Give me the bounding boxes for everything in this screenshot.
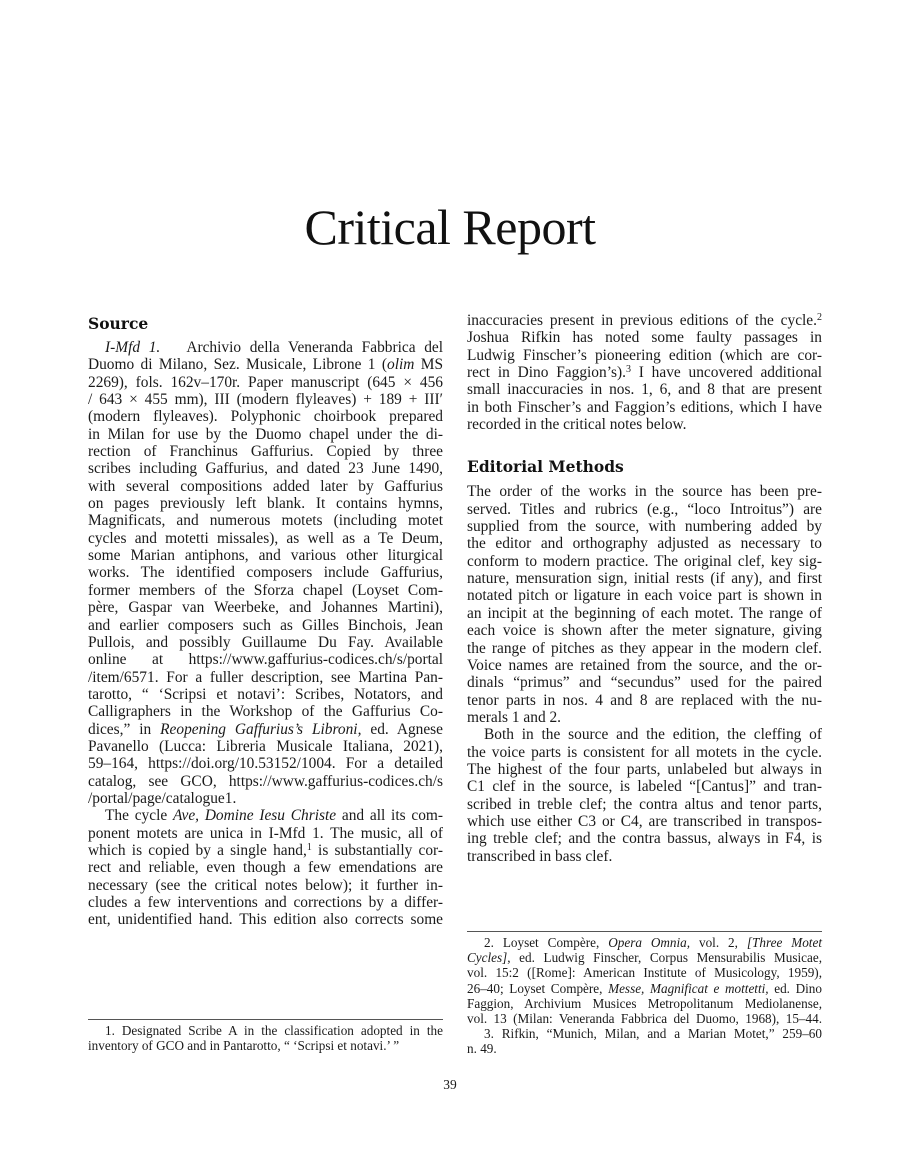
source-continuation xyxy=(467,312,822,433)
olim-italic: olim xyxy=(387,356,415,374)
text-line: works. The identified composers include Gaffurius, xyxy=(88,564,443,582)
italic-title: Cycles] xyxy=(467,950,508,966)
text-line: an incipit at the beginning of each motet. The range of xyxy=(467,604,822,622)
text-line: cludes a few interventions and corrections by a differ- xyxy=(88,894,443,911)
footnote-ref-1[interactable]: 1 xyxy=(306,841,312,853)
page-title: Critical Report xyxy=(304,199,596,255)
text-span: ed. Dino xyxy=(768,980,822,996)
text-span: is substantially cor- xyxy=(311,841,443,859)
footnotes-left xyxy=(88,1023,443,1053)
text-span: , ed. Ludwig Finscher, Corpus Mensurabilis Musicae, xyxy=(507,950,822,966)
text-line xyxy=(88,356,443,373)
text-line: the range of pitches as they appear in the modern clef. xyxy=(467,639,822,657)
text-line: Magnificats, and numerous motets (including motet xyxy=(88,512,443,530)
text-line: small inaccuracies in nos. 1, 6, and 8 that are present xyxy=(467,381,822,399)
text-line: Joshua Rifkin has noted some faulty passages in xyxy=(467,329,822,347)
italic-title: [Three Motet xyxy=(746,935,822,950)
text-span: 26–40; Loyset Compère, xyxy=(467,980,609,996)
footnote-2-line: vol. 15:2 ([Rome]: American Institute of Musicology, 1959), xyxy=(467,965,822,981)
text-line: merals 1 and 2. xyxy=(467,708,562,726)
editorial-paragraph-2 xyxy=(467,726,822,865)
footnote-2-line xyxy=(467,981,822,996)
text-line: /item/6571. For a fuller description, see Martina Pan- xyxy=(88,668,443,686)
footnote-rule-right xyxy=(467,931,822,932)
text-line: / 643 × 455 mm), III (modern flyleaves) + 189 + III′ xyxy=(88,391,443,409)
text-line: the voice parts is consistent for all motets in the cycle. xyxy=(467,743,822,761)
cycle-title-italic: Ave, Domine Iesu Christe xyxy=(172,807,337,825)
url-line: /portal/page/catalogue1. xyxy=(88,789,237,807)
text-span: I have uncovered additional xyxy=(630,364,822,382)
text-line: served. Titles and rubrics (e.g., “loco Introitus”) are xyxy=(467,500,822,518)
text-line: conform to modern practice. The original clef, key sig- xyxy=(467,552,822,570)
book-title-italic: Reopening Gaffurius’s Libroni, xyxy=(160,720,362,738)
text-line: rection of Franchinus Gaffurius. Copied by three xyxy=(88,443,443,461)
siglum-italic: I-Mfd 1. xyxy=(105,339,161,356)
text-line: dinals “primus” and “secundus” used for the paired xyxy=(467,674,822,692)
text-line: the editor and orthography adjusted as necessary to xyxy=(467,535,822,553)
footnote-2-line: Faggion, Archivium Musices Metropolitanum Mediolanense, xyxy=(467,995,822,1011)
text-span: Duomo di Milano, Sez. Musicale, Librone 1 ( xyxy=(88,356,387,374)
text-line: notated pitch or ligature in each voice part is shown in xyxy=(467,587,822,605)
text-line: Ludwig Finscher’s pioneering edition (which are cor- xyxy=(467,346,822,364)
text-line xyxy=(467,364,822,381)
text-line: in Milan for use by the Duomo chapel under the di- xyxy=(88,425,443,443)
text-line: tenor parts in nos. 4 and 8 are replaced with the nu- xyxy=(467,691,822,709)
text-line: The order of the works in the source has been pre- xyxy=(467,483,822,501)
text-line xyxy=(88,842,443,859)
text-line: 2269), fols. 162v–170r. Paper manuscript (645 × 456 xyxy=(88,373,443,391)
text-span: which is copied by a single hand, xyxy=(88,841,307,859)
text-line xyxy=(88,339,443,356)
text-span: vol. 2, xyxy=(690,935,747,950)
text-line: nature, mensuration sign, initial rests (if any), and first xyxy=(467,570,822,588)
text-line xyxy=(88,721,443,738)
text-line: former members of the Sforza chapel (Loyset Com- xyxy=(88,581,443,599)
text-line: on pages previously left blank. It contains hymns, xyxy=(88,495,443,513)
source-paragraph-2 xyxy=(88,807,443,928)
text-span: inaccuracies present in previous editions of the cycle. xyxy=(467,312,817,329)
text-line: supplied from the source, with numbering added by xyxy=(467,518,822,536)
footnote-ref-3[interactable]: 3 xyxy=(625,364,631,376)
text-line: necessary (see the critical notes below); it further in- xyxy=(88,876,443,894)
text-line: tarotto, “ ‘Scripsi et notavi’: Scribes, Notators, and xyxy=(88,685,443,703)
text-line: in both Finscher’s and Faggion’s editions, which I have xyxy=(467,398,822,416)
text-line: ponent motets are unica in I-Mfd 1. The music, all of xyxy=(88,824,443,842)
url-line: online at https://www.gaffurius-codices.ch/s/portal xyxy=(88,651,443,669)
text-span: The cycle xyxy=(105,807,173,825)
text-span: MS xyxy=(414,356,444,374)
text-line: transcribed in bass clef. xyxy=(467,847,613,865)
text-span: 2. Loyset Compère, xyxy=(484,935,609,950)
footnote-1-line: inventory of GCO and in Pantarotto, “ ‘Scripsi et notavi.’ ” xyxy=(88,1038,400,1054)
text-line: Voice names are retained from the source, and the or- xyxy=(467,656,822,674)
text-line: Both in the source and the edition, the cleffing of xyxy=(484,726,822,744)
footnote-rule-left xyxy=(88,1019,443,1020)
footnote-2-line xyxy=(467,935,822,950)
page-number: 39 xyxy=(443,1077,457,1092)
text-line: each voice is shown after the meter signature, giving xyxy=(467,622,822,640)
footnote-2-line: vol. 13 (Milan: Veneranda Fabbrica del Duomo, 1968), 15–44. xyxy=(467,1010,822,1026)
doi-line: 59–164, https://doi.org/10.53152/1004. For a detailed xyxy=(88,755,443,773)
text-line: scribed in treble clef; the contra altus and tenor parts, xyxy=(467,795,822,813)
text-line: rect and reliable, even though a few emendations are xyxy=(88,859,443,877)
footnote-1-line: 1. Designated Scribe A in the classification adopted in the xyxy=(105,1023,443,1038)
text-line xyxy=(88,807,443,824)
footnote-3-line: n. 49. xyxy=(467,1041,497,1057)
text-line: with several compositions added later by Gaffurius xyxy=(88,477,443,495)
text-line: ent, unidentified hand. This edition also corrects some xyxy=(88,911,443,929)
text-line: cycles and motetti missales), as well as a Te Deum, xyxy=(88,529,443,547)
text-span: dices,” in xyxy=(88,720,161,738)
footnote-ref-2[interactable]: 2 xyxy=(817,312,822,323)
text-line: ing treble clef; and the contra bassus, always in F4, is xyxy=(467,830,822,848)
text-line: C1 clef in the source, is labeled “[Cantus]” and tran- xyxy=(467,778,822,796)
text-line: which use either C3 or C4, are transcribed in transpos- xyxy=(467,812,822,830)
footnotes-right xyxy=(467,935,822,1057)
left-column xyxy=(88,312,443,929)
footnote-3-line: 3. Rifkin, “Munich, Milan, and a Marian Motet,” 259–60 xyxy=(484,1026,822,1042)
section-heading-editorial-methods: Editorial Methods xyxy=(467,457,624,477)
text-line: some Marian antiphons, and various other liturgical xyxy=(88,547,443,565)
source-paragraph-1 xyxy=(88,339,443,807)
section-heading-source: Source xyxy=(88,314,149,333)
right-column xyxy=(467,312,822,865)
text-line: recorded in the critical notes below. xyxy=(467,416,687,434)
italic-title: Messe, Magnificat e mottetti, xyxy=(608,980,769,996)
editorial-paragraph-1 xyxy=(467,483,822,726)
italic-title: Opera Omnia, xyxy=(608,935,691,950)
text-span: ed. Agnese xyxy=(361,720,443,738)
text-line: (modern flyleaves). Polyphonic choirbook prepared xyxy=(88,408,443,426)
editorial-methods-section xyxy=(467,455,822,865)
text-line xyxy=(467,312,822,329)
text-line: Pullois, and possibly Guillaume Du Fay. Available xyxy=(88,633,443,651)
text-line: père, Gaspar van Weerbeke, and Johannes Martini), xyxy=(88,599,443,617)
text-line: Pavanello (Lucca: Libreria Musicale Italiana, 2021), xyxy=(88,737,443,755)
url-line: catalog, see GCO, https://www.gaffurius-codices.ch/s xyxy=(88,772,443,790)
text-span: rect in Dino Faggion’s). xyxy=(467,364,626,382)
text-line: scribes including Gaffurius, and dated 23 June 1490, xyxy=(88,460,443,478)
text-line: and earlier composers such as Gilles Binchois, Jean xyxy=(88,616,443,634)
text-line: Calligraphers in the Workshop of the Gaffurius Co- xyxy=(88,703,443,721)
footnote-2-line xyxy=(467,950,822,965)
text-span: Archivio della Veneranda Fabbrica del xyxy=(186,339,444,356)
text-span: and all its com- xyxy=(336,807,443,825)
text-line: The highest of the four parts, unlabeled but always in xyxy=(467,760,822,778)
